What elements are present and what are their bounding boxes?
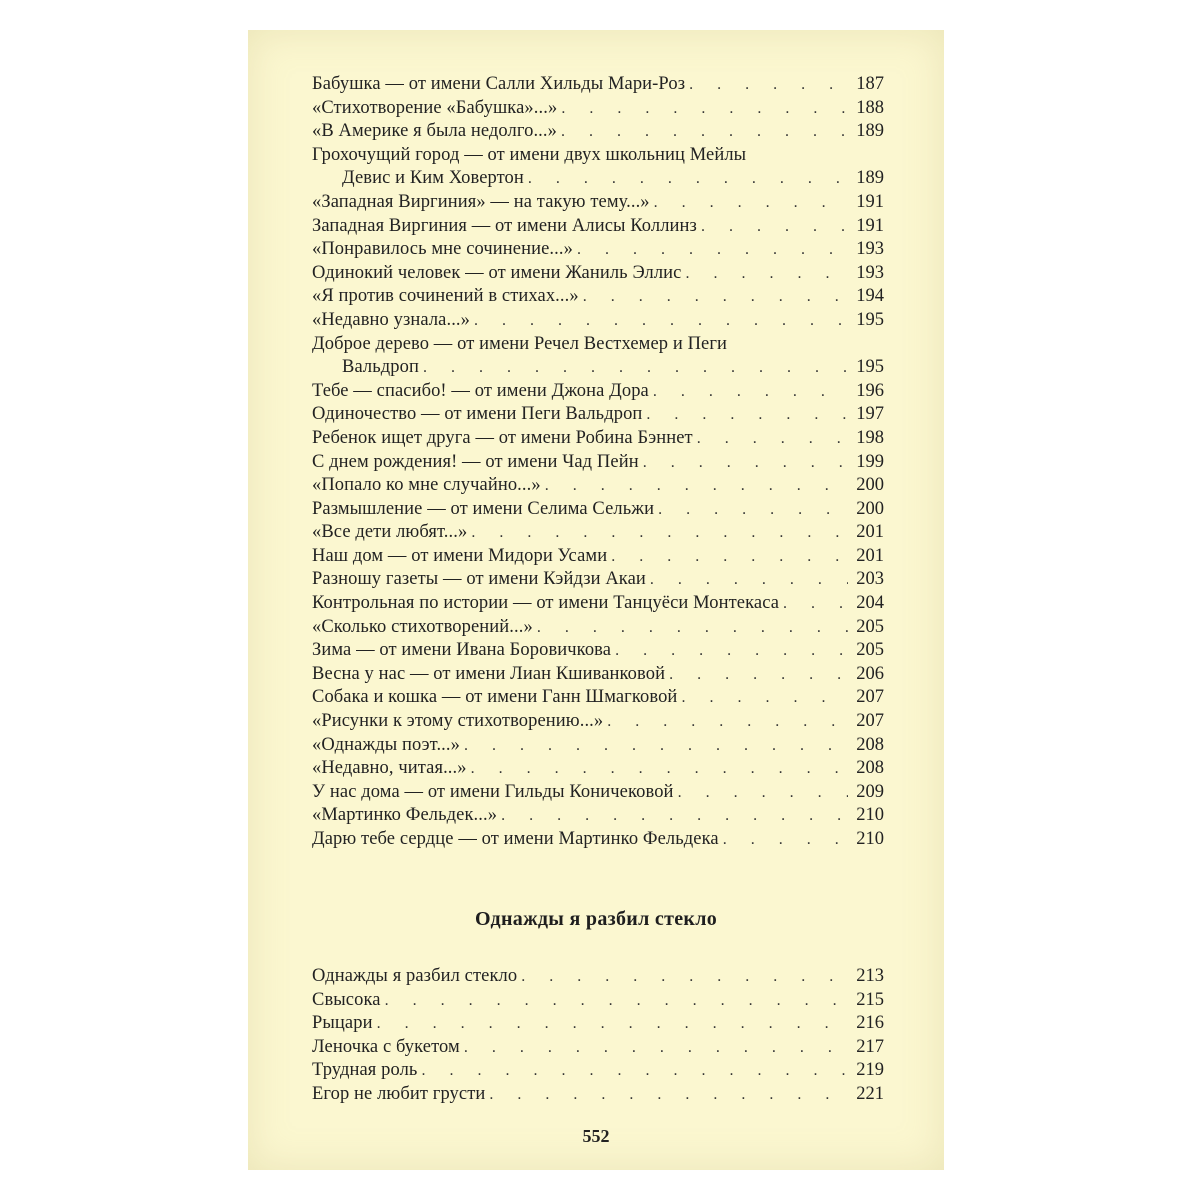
toc-entry-title: «В Америке я была недолго...» <box>312 121 557 142</box>
toc-leader-dots <box>537 616 848 640</box>
toc-entry <box>312 686 884 710</box>
toc-entry-page: 210 <box>856 805 884 826</box>
toc-leader-dots <box>528 167 848 191</box>
toc-entry-page: 208 <box>856 758 884 779</box>
toc-entry <box>312 144 884 168</box>
toc-entry <box>312 167 884 191</box>
toc-leader-dots <box>471 757 848 781</box>
toc-entry <box>312 521 884 545</box>
toc-entry-page: 206 <box>856 663 884 684</box>
toc-entry <box>312 1059 884 1083</box>
toc-entry-page: 195 <box>856 309 884 330</box>
book-page <box>248 30 944 1170</box>
toc-entry <box>312 568 884 592</box>
toc-entry-title: Свысока <box>312 989 381 1010</box>
toc-entry-page: 189 <box>856 121 884 142</box>
toc-entry-title: «Западная Виргиния» — на такую тему...» <box>312 191 650 212</box>
toc-entry-title: Вальдроп <box>342 357 419 378</box>
toc-entry <box>312 545 884 569</box>
toc-entry <box>312 451 884 475</box>
toc-entry-title: Контрольная по истории — от имени Танцуёси Монтекаса <box>312 593 780 614</box>
toc-entry <box>312 1036 884 1060</box>
toc-entry-page: 195 <box>856 357 884 378</box>
toc-entry-page: 205 <box>856 616 884 637</box>
toc-entry-page: 204 <box>856 593 884 614</box>
toc-entry <box>312 285 884 309</box>
toc-entry-title: Разношу газеты — от имени Кэйдзи Акаи <box>312 569 646 590</box>
toc-leader-dots <box>561 120 848 144</box>
toc-entry <box>312 191 884 215</box>
toc-entry <box>312 710 884 734</box>
toc-entry-page: 215 <box>856 989 884 1010</box>
toc-leader-dots <box>723 828 848 852</box>
toc-entry-page: 200 <box>856 475 884 496</box>
table-of-contents-top <box>312 73 884 852</box>
toc-leader-dots <box>471 521 848 545</box>
table-of-contents-bottom <box>312 965 884 1107</box>
toc-leader-dots <box>646 403 848 427</box>
toc-entry <box>312 333 884 357</box>
toc-leader-dots <box>654 191 848 215</box>
toc-entry-page: 221 <box>856 1083 884 1104</box>
toc-leader-dots <box>474 309 848 333</box>
toc-leader-dots <box>521 965 848 989</box>
toc-entry-title: Одиночество — от имени Пеги Вальдроп <box>312 404 643 425</box>
toc-entry <box>312 403 884 427</box>
toc-leader-dots <box>421 1059 848 1083</box>
toc-leader-dots <box>658 498 848 522</box>
toc-leader-dots <box>385 989 848 1013</box>
toc-entry-title: «Все дети любят...» <box>312 522 468 543</box>
toc-entry <box>312 616 884 640</box>
toc-entry-page: 201 <box>856 522 884 543</box>
toc-entry-title: «Недавно узнала...» <box>312 309 471 330</box>
toc-leader-dots <box>607 710 848 734</box>
toc-entry-page: 187 <box>856 74 884 94</box>
toc-entry <box>312 804 884 828</box>
toc-entry-title: С днем рождения! — от имени Чад Пейн <box>312 451 639 472</box>
toc-leader-dots <box>615 639 848 663</box>
toc-entry-title: Бабушка — от имени Салли Хильды Мари-Роз <box>312 74 686 94</box>
page-number: 552 <box>582 1126 610 1146</box>
toc-entry-page: 193 <box>856 239 884 260</box>
toc-entry-title: Зима — от имени Ивана Боровичкова <box>312 640 612 661</box>
toc-entry-title: Грохочущий город — от имени двух школьниц Мейлы <box>312 144 747 165</box>
toc-leader-dots <box>681 686 848 710</box>
toc-entry-title: Егор не любит грусти <box>312 1083 486 1104</box>
toc-entry-page: 213 <box>856 966 884 986</box>
toc-leader-dots <box>377 1012 848 1036</box>
toc-entry <box>312 309 884 333</box>
toc-entry-page: 189 <box>856 168 884 189</box>
toc-entry <box>312 262 884 286</box>
toc-entry-title: «Я против сочинений в стихах...» <box>312 286 579 307</box>
toc-entry <box>312 663 884 687</box>
toc-leader-dots <box>561 97 848 121</box>
toc-entry <box>312 215 884 239</box>
toc-entry <box>312 474 884 498</box>
toc-leader-dots <box>678 781 848 805</box>
toc-leader-dots <box>653 380 848 404</box>
toc-entry <box>312 498 884 522</box>
toc-entry-page: 196 <box>856 380 884 401</box>
toc-entry <box>312 97 884 121</box>
toc-entry <box>312 1083 884 1107</box>
toc-entry <box>312 757 884 781</box>
toc-entry-page: 207 <box>856 711 884 732</box>
toc-leader-dots <box>545 474 848 498</box>
toc-leader-dots <box>489 1083 848 1107</box>
toc-entry-page: 198 <box>856 427 884 448</box>
toc-leader-dots <box>686 262 849 286</box>
toc-entry <box>312 1012 884 1036</box>
toc-leader-dots <box>464 734 848 758</box>
toc-entry-page: 205 <box>856 640 884 661</box>
toc-entry-title: «Сколько стихотворений...» <box>312 616 533 637</box>
toc-entry-page: 199 <box>856 451 884 472</box>
toc-leader-dots <box>783 592 848 616</box>
toc-entry-title: Ребенок ищет друга — от имени Робина Бэннет <box>312 427 693 448</box>
toc-leader-dots <box>697 427 848 451</box>
toc-leader-dots <box>643 451 848 475</box>
toc-entry-page: 200 <box>856 498 884 519</box>
toc-entry-page: 219 <box>856 1060 884 1081</box>
toc-entry <box>312 828 884 852</box>
toc-entry-title: Тебе — спасибо! — от имени Джона Дора <box>312 380 649 401</box>
toc-leader-dots <box>650 568 848 592</box>
toc-entry-page: 194 <box>856 286 884 307</box>
toc-leader-dots <box>583 285 848 309</box>
toc-entry-title: «Стихотворение «Бабушка»...» <box>312 97 558 118</box>
toc-entry <box>312 356 884 380</box>
toc-entry <box>312 73 884 97</box>
toc-entry-title: Размышление — от имени Селима Сельжи <box>312 498 655 519</box>
toc-entry <box>312 989 884 1013</box>
toc-entry-page: 210 <box>856 829 884 849</box>
section-heading: Однажды я разбил стекло <box>474 908 718 930</box>
toc-leader-dots <box>701 215 848 239</box>
toc-entry <box>312 120 884 144</box>
toc-entry-title: Наш дом — от имени Мидори Усами <box>312 545 608 566</box>
toc-entry <box>312 734 884 758</box>
toc-entry-page: 207 <box>856 687 884 708</box>
toc-entry-title: «Рисунки к этому стихотворению...» <box>312 711 604 732</box>
toc-entry-title: Однажды я разбил стекло <box>312 966 518 986</box>
toc-entry-title: Трудная роль <box>312 1060 418 1081</box>
toc-entry-page: 217 <box>856 1036 884 1057</box>
toc-entry-page: 201 <box>856 545 884 566</box>
toc-entry-page: 209 <box>856 781 884 802</box>
toc-entry-page: 193 <box>856 262 884 283</box>
toc-leader-dots <box>689 73 848 97</box>
toc-entry-title: Рыцари <box>312 1013 373 1034</box>
toc-entry-page: 203 <box>856 569 884 590</box>
toc-entry-title: «Однажды поэт...» <box>312 734 460 755</box>
toc-entry <box>312 592 884 616</box>
toc-entry-title: Доброе дерево — от имени Речел Вестхемер и Пеги <box>312 333 728 354</box>
toc-entry-page: 191 <box>856 191 884 212</box>
toc-leader-dots <box>669 663 848 687</box>
toc-entry-title: «Недавно, читая...» <box>312 758 467 779</box>
toc-entry <box>312 380 884 404</box>
toc-entry <box>312 427 884 451</box>
toc-entry-title: «Попало ко мне случайно...» <box>312 475 541 496</box>
toc-entry-title: Девис и Ким Ховертон <box>342 168 524 189</box>
toc-entry-title: Дарю тебе сердце — от имени Мартинко Фельдека <box>312 829 719 849</box>
toc-entry-title: «Мартинко Фельдек...» <box>312 805 498 826</box>
toc-entry-title: Одинокий человек — от имени Жаниль Эллис <box>312 262 682 283</box>
toc-entry-title: У нас дома — от имени Гильды Коничековой <box>312 781 674 802</box>
toc-entry-page: 188 <box>856 97 884 118</box>
toc-leader-dots <box>611 545 848 569</box>
toc-entry-page: 208 <box>856 734 884 755</box>
toc-entry-page: 197 <box>856 404 884 425</box>
toc-entry <box>312 238 884 262</box>
toc-entry-title: Собака и кошка — от имени Ганн Шмагковой <box>312 687 678 708</box>
toc-entry-page: 216 <box>856 1013 884 1034</box>
toc-leader-dots <box>464 1036 848 1060</box>
toc-entry-title: Западная Виргиния — от имени Алисы Коллинз <box>312 215 697 236</box>
toc-entry-title: Леночка с букетом <box>312 1036 460 1057</box>
toc-leader-dots <box>501 804 848 828</box>
toc-entry <box>312 965 884 989</box>
toc-entry <box>312 639 884 663</box>
toc-leader-dots <box>423 356 848 380</box>
toc-entry-title: Весна у нас — от имени Лиан Кшиванковой <box>312 663 666 684</box>
toc-entry <box>312 781 884 805</box>
toc-entry-page: 191 <box>856 215 884 236</box>
toc-leader-dots <box>577 238 848 262</box>
toc-entry-title: «Понравилось мне сочинение...» <box>312 239 573 260</box>
